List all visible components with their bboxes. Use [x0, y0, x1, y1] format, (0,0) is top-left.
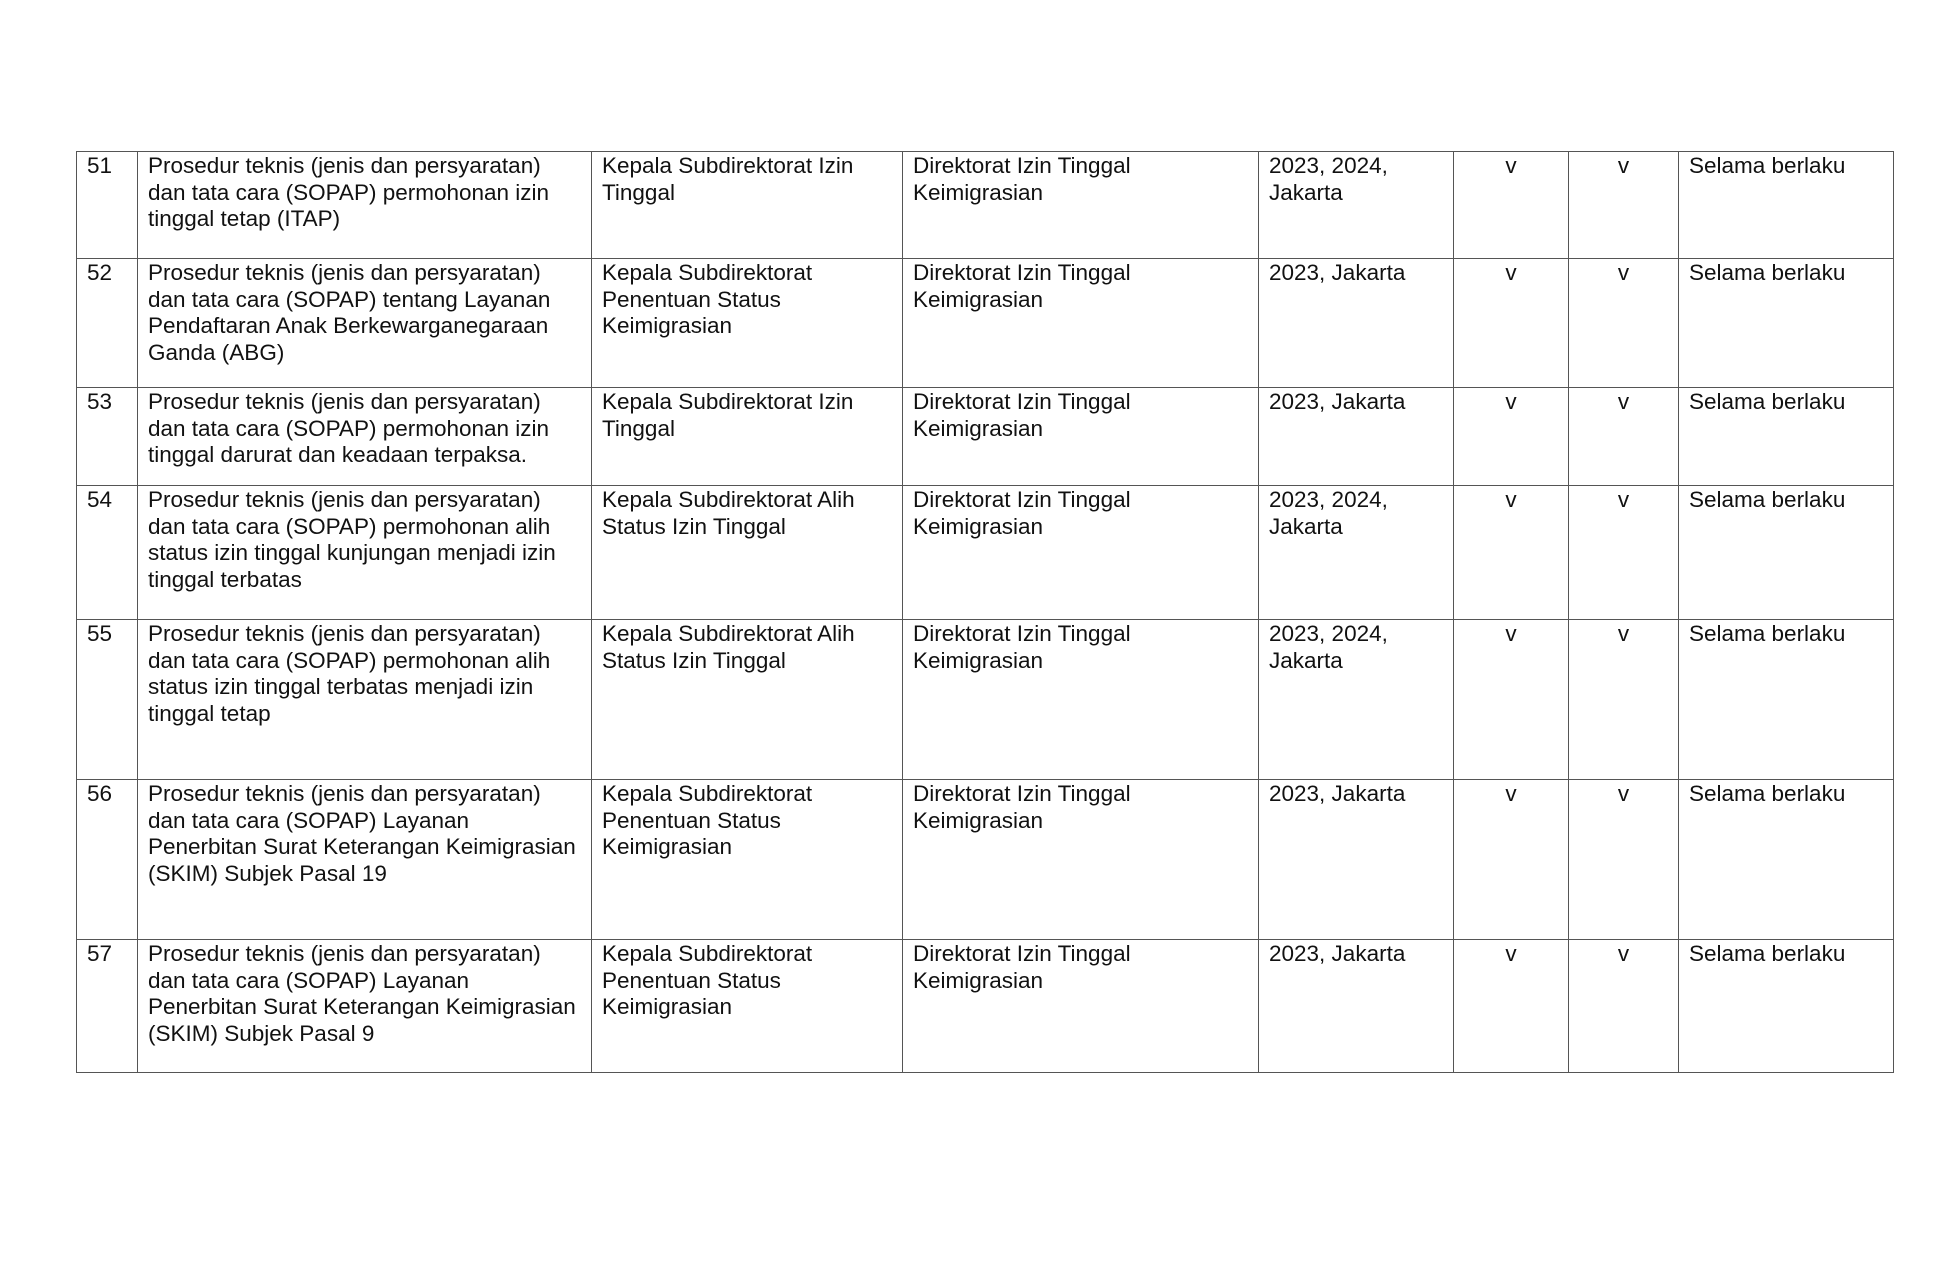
information-description: Prosedur teknis (jenis dan persyaratan) dan tata cara (SOPAP) Layanan Penerbitan Surat Keterangan Keimigrasian (SKIM) Subjek Pasal 9: [138, 940, 592, 1073]
table-row: [77, 388, 1894, 486]
retention-period: Selama berlaku: [1679, 259, 1894, 388]
table-row: [77, 940, 1894, 1073]
retention-period: Selama berlaku: [1679, 620, 1894, 780]
information-description: Prosedur teknis (jenis dan persyaratan) dan tata cara (SOPAP) permohonan izin tinggal darurat dan keadaan terpaksa.: [138, 388, 592, 486]
table-row: [77, 486, 1894, 620]
check-mark-2: v: [1569, 259, 1679, 388]
year-and-place: 2023, Jakarta: [1259, 940, 1454, 1073]
retention-period: Selama berlaku: [1679, 486, 1894, 620]
year-and-place: 2023, 2024, Jakarta: [1259, 152, 1454, 259]
year-and-place: 2023, Jakarta: [1259, 780, 1454, 940]
responsible-official: Kepala Subdirektorat Izin Tinggal: [592, 152, 903, 259]
responsible-official: Kepala Subdirektorat Izin Tinggal: [592, 388, 903, 486]
responsible-official: Kepala Subdirektorat Penentuan Status Keimigrasian: [592, 780, 903, 940]
year-and-place: 2023, 2024, Jakarta: [1259, 486, 1454, 620]
responsible-official: Kepala Subdirektorat Penentuan Status Keimigrasian: [592, 259, 903, 388]
information-list-table: [76, 151, 1894, 1073]
table-row: [77, 152, 1894, 259]
check-mark-1: v: [1454, 940, 1569, 1073]
information-description: Prosedur teknis (jenis dan persyaratan) dan tata cara (SOPAP) permohonan alih status izin tinggal terbatas menjadi izin tinggal tetap: [138, 620, 592, 780]
responsible-unit: Direktorat Izin Tinggal Keimigrasian: [903, 486, 1259, 620]
responsible-unit: Direktorat Izin Tinggal Keimigrasian: [903, 940, 1259, 1073]
retention-period: Selama berlaku: [1679, 388, 1894, 486]
row-number: 55: [77, 620, 138, 780]
year-and-place: 2023, Jakarta: [1259, 259, 1454, 388]
responsible-unit: Direktorat Izin Tinggal Keimigrasian: [903, 388, 1259, 486]
year-and-place: 2023, Jakarta: [1259, 388, 1454, 486]
retention-period: Selama berlaku: [1679, 940, 1894, 1073]
information-description: Prosedur teknis (jenis dan persyaratan) dan tata cara (SOPAP) permohonan alih status izin tinggal kunjungan menjadi izin tinggal terbatas: [138, 486, 592, 620]
check-mark-2: v: [1569, 940, 1679, 1073]
information-description: Prosedur teknis (jenis dan persyaratan) dan tata cara (SOPAP) tentang Layanan Pendaftaran Anak Berkewarganegaraan Ganda (ABG): [138, 259, 592, 388]
year-and-place: 2023, 2024, Jakarta: [1259, 620, 1454, 780]
responsible-unit: Direktorat Izin Tinggal Keimigrasian: [903, 620, 1259, 780]
responsible-official: Kepala Subdirektorat Alih Status Izin Tinggal: [592, 620, 903, 780]
check-mark-2: v: [1569, 780, 1679, 940]
responsible-official: Kepala Subdirektorat Penentuan Status Keimigrasian: [592, 940, 903, 1073]
information-description: Prosedur teknis (jenis dan persyaratan) dan tata cara (SOPAP) Layanan Penerbitan Surat Keterangan Keimigrasian (SKIM) Subjek Pasal 19: [138, 780, 592, 940]
responsible-unit: Direktorat Izin Tinggal Keimigrasian: [903, 780, 1259, 940]
row-number: 56: [77, 780, 138, 940]
retention-period: Selama berlaku: [1679, 780, 1894, 940]
check-mark-1: v: [1454, 152, 1569, 259]
row-number: 52: [77, 259, 138, 388]
table-row: [77, 620, 1894, 780]
check-mark-1: v: [1454, 259, 1569, 388]
row-number: 53: [77, 388, 138, 486]
responsible-official: Kepala Subdirektorat Alih Status Izin Tinggal: [592, 486, 903, 620]
check-mark-2: v: [1569, 486, 1679, 620]
retention-period: Selama berlaku: [1679, 152, 1894, 259]
check-mark-1: v: [1454, 486, 1569, 620]
check-mark-2: v: [1569, 152, 1679, 259]
row-number: 57: [77, 940, 138, 1073]
responsible-unit: Direktorat Izin Tinggal Keimigrasian: [903, 259, 1259, 388]
check-mark-2: v: [1569, 620, 1679, 780]
check-mark-1: v: [1454, 780, 1569, 940]
information-description: Prosedur teknis (jenis dan persyaratan) dan tata cara (SOPAP) permohonan izin tinggal tetap (ITAP): [138, 152, 592, 259]
table-row: [77, 780, 1894, 940]
row-number: 54: [77, 486, 138, 620]
check-mark-1: v: [1454, 388, 1569, 486]
table-row: [77, 259, 1894, 388]
check-mark-2: v: [1569, 388, 1679, 486]
responsible-unit: Direktorat Izin Tinggal Keimigrasian: [903, 152, 1259, 259]
check-mark-1: v: [1454, 620, 1569, 780]
row-number: 51: [77, 152, 138, 259]
